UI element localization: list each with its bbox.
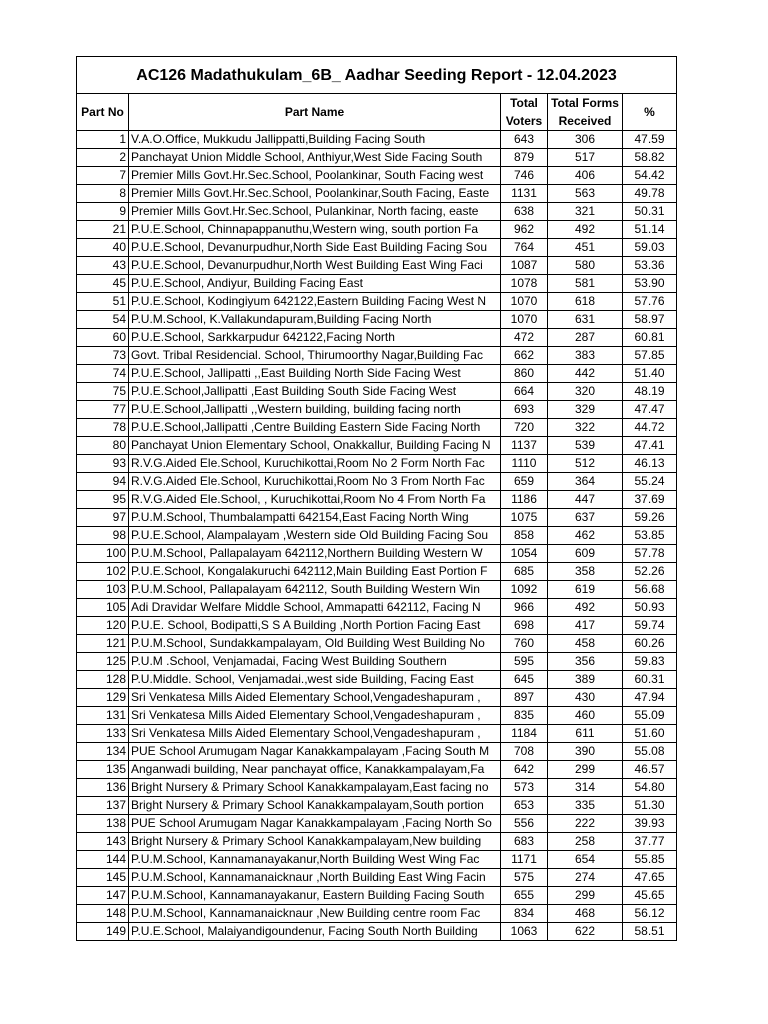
header-total-voters: Total Voters: [501, 94, 548, 131]
forms-received-cell: 580: [548, 257, 623, 275]
table-row: [77, 131, 677, 149]
part-name-cell: P.U.E.School, Sarkkarpudur 642122,Facing North: [129, 329, 501, 347]
percent-cell: 39.93: [623, 815, 677, 833]
total-voters-cell: 746: [501, 167, 548, 185]
forms-received-cell: 430: [548, 689, 623, 707]
part-name-cell: Bright Nursery & Primary School Kanakkampalayam,New building: [129, 833, 501, 851]
total-voters-cell: 1186: [501, 491, 548, 509]
table-row: [77, 473, 677, 491]
header-row: [77, 94, 677, 131]
percent-cell: 53.90: [623, 275, 677, 293]
part-no-cell: 1: [77, 131, 129, 149]
total-voters-cell: 764: [501, 239, 548, 257]
total-voters-cell: 698: [501, 617, 548, 635]
part-no-cell: 102: [77, 563, 129, 581]
forms-received-cell: 622: [548, 923, 623, 941]
part-no-cell: 98: [77, 527, 129, 545]
total-voters-cell: 708: [501, 743, 548, 761]
table-row: [77, 239, 677, 257]
part-no-cell: 9: [77, 203, 129, 221]
part-no-cell: 125: [77, 653, 129, 671]
part-no-cell: 120: [77, 617, 129, 635]
total-voters-cell: 662: [501, 347, 548, 365]
forms-received-cell: 492: [548, 221, 623, 239]
total-voters-cell: 1070: [501, 293, 548, 311]
table-row: [77, 545, 677, 563]
part-no-cell: 7: [77, 167, 129, 185]
report-title: AC126 Madathukulam_6B_ Aadhar Seeding Report - 12.04.2023: [77, 57, 677, 94]
part-name-cell: P.U.M.School, Sundakkampalayam, Old Building West Building No: [129, 635, 501, 653]
table-row: [77, 617, 677, 635]
table-row: [77, 797, 677, 815]
table-row: [77, 419, 677, 437]
forms-received-cell: 468: [548, 905, 623, 923]
percent-cell: 45.65: [623, 887, 677, 905]
table-row: [77, 203, 677, 221]
percent-cell: 59.26: [623, 509, 677, 527]
part-no-cell: 45: [77, 275, 129, 293]
table-row: [77, 887, 677, 905]
part-no-cell: 75: [77, 383, 129, 401]
percent-cell: 50.93: [623, 599, 677, 617]
percent-cell: 59.83: [623, 653, 677, 671]
forms-received-cell: 299: [548, 761, 623, 779]
part-name-cell: V.A.O.Office, Mukkudu Jallippatti,Building Facing South: [129, 131, 501, 149]
total-voters-cell: 962: [501, 221, 548, 239]
part-no-cell: 74: [77, 365, 129, 383]
percent-cell: 52.26: [623, 563, 677, 581]
total-voters-cell: 1110: [501, 455, 548, 473]
total-voters-cell: 1137: [501, 437, 548, 455]
forms-received-cell: 358: [548, 563, 623, 581]
percent-cell: 55.09: [623, 707, 677, 725]
forms-received-cell: 563: [548, 185, 623, 203]
table-row: [77, 257, 677, 275]
forms-received-cell: 442: [548, 365, 623, 383]
total-voters-cell: 1087: [501, 257, 548, 275]
percent-cell: 57.78: [623, 545, 677, 563]
part-name-cell: Anganwadi building, Near panchayat office, Kanakkampalayam,Fa: [129, 761, 501, 779]
table-row: [77, 923, 677, 941]
table-row: [77, 455, 677, 473]
forms-received-cell: 320: [548, 383, 623, 401]
total-voters-cell: 653: [501, 797, 548, 815]
part-name-cell: Premier Mills Govt.Hr.Sec.School, Poolankinar,South Facing, Easte: [129, 185, 501, 203]
table-row: [77, 401, 677, 419]
part-no-cell: 105: [77, 599, 129, 617]
percent-cell: 55.85: [623, 851, 677, 869]
part-no-cell: 131: [77, 707, 129, 725]
part-name-cell: Panchayat Union Middle School, Anthiyur,West Side Facing South: [129, 149, 501, 167]
total-voters-cell: 835: [501, 707, 548, 725]
table-row: [77, 743, 677, 761]
part-no-cell: 78: [77, 419, 129, 437]
table-row: [77, 347, 677, 365]
aadhar-seeding-table: [76, 56, 677, 941]
part-no-cell: 144: [77, 851, 129, 869]
part-name-cell: Sri Venkatesa Mills Aided Elementary School,Vengadeshapuram ,: [129, 725, 501, 743]
forms-received-cell: 299: [548, 887, 623, 905]
forms-received-cell: 417: [548, 617, 623, 635]
part-no-cell: 43: [77, 257, 129, 275]
header-percent: %: [623, 94, 677, 131]
table-row: [77, 527, 677, 545]
total-voters-cell: 642: [501, 761, 548, 779]
part-no-cell: 145: [77, 869, 129, 887]
percent-cell: 56.68: [623, 581, 677, 599]
percent-cell: 58.51: [623, 923, 677, 941]
total-voters-cell: 685: [501, 563, 548, 581]
header-part-no: Part No: [77, 94, 129, 131]
table-row: [77, 833, 677, 851]
part-name-cell: P.U.M.School, Kannamanaicknaur ,New Building centre room Fac: [129, 905, 501, 923]
percent-cell: 59.03: [623, 239, 677, 257]
part-name-cell: Panchayat Union Elementary School, Onakkallur, Building Facing N: [129, 437, 501, 455]
part-name-cell: P.U.M.School, Pallapalayam 642112, South Building Western Win: [129, 581, 501, 599]
part-no-cell: 143: [77, 833, 129, 851]
part-no-cell: 100: [77, 545, 129, 563]
table-row: [77, 653, 677, 671]
forms-received-cell: 390: [548, 743, 623, 761]
forms-received-cell: 306: [548, 131, 623, 149]
table-body: [77, 131, 677, 941]
part-name-cell: P.U.E.School,Jallipatti ,East Building South Side Facing West: [129, 383, 501, 401]
total-voters-cell: 720: [501, 419, 548, 437]
forms-received-cell: 460: [548, 707, 623, 725]
total-voters-cell: 834: [501, 905, 548, 923]
table-row: [77, 509, 677, 527]
table-row: [77, 365, 677, 383]
forms-received-cell: 329: [548, 401, 623, 419]
total-voters-cell: 1092: [501, 581, 548, 599]
part-name-cell: Bright Nursery & Primary School Kanakkampalayam,South portion: [129, 797, 501, 815]
percent-cell: 44.72: [623, 419, 677, 437]
part-no-cell: 134: [77, 743, 129, 761]
percent-cell: 60.31: [623, 671, 677, 689]
table-row: [77, 149, 677, 167]
total-voters-cell: 760: [501, 635, 548, 653]
total-voters-cell: 1078: [501, 275, 548, 293]
part-name-cell: P.U.M.School, Kannamanaicknaur ,North Building East Wing Facin: [129, 869, 501, 887]
table-row: [77, 221, 677, 239]
table-row: [77, 185, 677, 203]
forms-received-cell: 222: [548, 815, 623, 833]
part-no-cell: 121: [77, 635, 129, 653]
total-voters-cell: 1171: [501, 851, 548, 869]
forms-received-cell: 322: [548, 419, 623, 437]
forms-received-cell: 335: [548, 797, 623, 815]
forms-received-cell: 512: [548, 455, 623, 473]
table-row: [77, 671, 677, 689]
total-voters-cell: 879: [501, 149, 548, 167]
table-row: [77, 635, 677, 653]
table-row: [77, 167, 677, 185]
table-row: [77, 851, 677, 869]
percent-cell: 55.24: [623, 473, 677, 491]
total-voters-cell: 655: [501, 887, 548, 905]
forms-received-cell: 492: [548, 599, 623, 617]
part-name-cell: P.U.E.School, Malaiyandigoundenur, Facing South North Building: [129, 923, 501, 941]
part-name-cell: P.U.M.School, Kannamanayakanur, Eastern Building Facing South: [129, 887, 501, 905]
part-name-cell: P.U.M .School, Venjamadai, Facing West Building Southern: [129, 653, 501, 671]
forms-received-cell: 287: [548, 329, 623, 347]
part-no-cell: 80: [77, 437, 129, 455]
part-name-cell: P.U.E.School,Jallipatti ,Centre Building Eastern Side Facing North: [129, 419, 501, 437]
forms-received-cell: 447: [548, 491, 623, 509]
percent-cell: 59.74: [623, 617, 677, 635]
part-no-cell: 147: [77, 887, 129, 905]
percent-cell: 51.14: [623, 221, 677, 239]
part-name-cell: P.U.M.School, Pallapalayam 642112,Northern Building Western W: [129, 545, 501, 563]
part-name-cell: P.U.M.School, Kannamanayakanur,North Building West Wing Fac: [129, 851, 501, 869]
header-forms-received: Total Forms Received: [548, 94, 623, 131]
part-name-cell: P.U.E.School, Alampalayam ,Western side Old Building Facing Sou: [129, 527, 501, 545]
forms-received-cell: 581: [548, 275, 623, 293]
total-voters-cell: 966: [501, 599, 548, 617]
forms-received-cell: 406: [548, 167, 623, 185]
total-voters-cell: 645: [501, 671, 548, 689]
part-no-cell: 133: [77, 725, 129, 743]
percent-cell: 51.40: [623, 365, 677, 383]
part-no-cell: 51: [77, 293, 129, 311]
forms-received-cell: 321: [548, 203, 623, 221]
table-row: [77, 869, 677, 887]
part-name-cell: Sri Venkatesa Mills Aided Elementary School,Vengadeshapuram ,: [129, 707, 501, 725]
table-row: [77, 761, 677, 779]
part-name-cell: P.U.E.School,Jallipatti ,,Western building, building facing north: [129, 401, 501, 419]
part-name-cell: P.U.E.School, Devanurpudhur,North West Building East Wing Faci: [129, 257, 501, 275]
part-name-cell: Adi Dravidar Welfare Middle School, Ammapatti 642112, Facing N: [129, 599, 501, 617]
percent-cell: 56.12: [623, 905, 677, 923]
part-name-cell: P.U.E.School, Andiyur, Building Facing East: [129, 275, 501, 293]
table-row: [77, 581, 677, 599]
part-name-cell: Govt. Tribal Residencial. School, Thirumoorthy Nagar,Building Fac: [129, 347, 501, 365]
percent-cell: 55.08: [623, 743, 677, 761]
part-no-cell: 97: [77, 509, 129, 527]
percent-cell: 51.30: [623, 797, 677, 815]
total-voters-cell: 1054: [501, 545, 548, 563]
forms-received-cell: 631: [548, 311, 623, 329]
part-no-cell: 40: [77, 239, 129, 257]
forms-received-cell: 462: [548, 527, 623, 545]
forms-received-cell: 274: [548, 869, 623, 887]
table-row: [77, 491, 677, 509]
forms-received-cell: 258: [548, 833, 623, 851]
part-no-cell: 77: [77, 401, 129, 419]
forms-received-cell: 458: [548, 635, 623, 653]
table-row: [77, 779, 677, 797]
percent-cell: 53.85: [623, 527, 677, 545]
part-name-cell: Sri Venkatesa Mills Aided Elementary School,Vengadeshapuram ,: [129, 689, 501, 707]
forms-received-cell: 389: [548, 671, 623, 689]
part-name-cell: Bright Nursery & Primary School Kanakkampalayam,East facing no: [129, 779, 501, 797]
part-no-cell: 60: [77, 329, 129, 347]
total-voters-cell: 683: [501, 833, 548, 851]
table-row: [77, 563, 677, 581]
part-no-cell: 137: [77, 797, 129, 815]
percent-cell: 49.78: [623, 185, 677, 203]
forms-received-cell: 611: [548, 725, 623, 743]
part-name-cell: P.U.E.School, Chinnapappanuthu,Western wing, south portion Fa: [129, 221, 501, 239]
table-row: [77, 599, 677, 617]
total-voters-cell: 659: [501, 473, 548, 491]
table-row: [77, 689, 677, 707]
percent-cell: 60.81: [623, 329, 677, 347]
percent-cell: 51.60: [623, 725, 677, 743]
part-no-cell: 135: [77, 761, 129, 779]
part-name-cell: P.U.E. School, Bodipatti,S S A Building ,North Portion Facing East: [129, 617, 501, 635]
percent-cell: 46.57: [623, 761, 677, 779]
forms-received-cell: 654: [548, 851, 623, 869]
forms-received-cell: 314: [548, 779, 623, 797]
table-row: [77, 311, 677, 329]
total-voters-cell: 664: [501, 383, 548, 401]
part-no-cell: 136: [77, 779, 129, 797]
part-name-cell: P.U.Middle. School, Venjamadai.,west side Building, Facing East: [129, 671, 501, 689]
part-no-cell: 93: [77, 455, 129, 473]
forms-received-cell: 609: [548, 545, 623, 563]
forms-received-cell: 637: [548, 509, 623, 527]
part-name-cell: PUE School Arumugam Nagar Kanakkampalayam ,Facing South M: [129, 743, 501, 761]
total-voters-cell: 1184: [501, 725, 548, 743]
forms-received-cell: 517: [548, 149, 623, 167]
part-no-cell: 94: [77, 473, 129, 491]
part-no-cell: 73: [77, 347, 129, 365]
part-name-cell: Premier Mills Govt.Hr.Sec.School, Poolankinar, South Facing west: [129, 167, 501, 185]
total-voters-cell: 472: [501, 329, 548, 347]
table-row: [77, 293, 677, 311]
percent-cell: 47.94: [623, 689, 677, 707]
total-voters-cell: 575: [501, 869, 548, 887]
part-no-cell: 129: [77, 689, 129, 707]
part-no-cell: 21: [77, 221, 129, 239]
part-name-cell: P.U.E.School, Jallipatti ,,East Building North Side Facing West: [129, 365, 501, 383]
forms-received-cell: 364: [548, 473, 623, 491]
total-voters-cell: 1070: [501, 311, 548, 329]
percent-cell: 58.97: [623, 311, 677, 329]
percent-cell: 54.42: [623, 167, 677, 185]
forms-received-cell: 451: [548, 239, 623, 257]
total-voters-cell: 1063: [501, 923, 548, 941]
forms-received-cell: 383: [548, 347, 623, 365]
total-voters-cell: 556: [501, 815, 548, 833]
forms-received-cell: 618: [548, 293, 623, 311]
part-no-cell: 149: [77, 923, 129, 941]
part-no-cell: 8: [77, 185, 129, 203]
percent-cell: 53.36: [623, 257, 677, 275]
part-name-cell: P.U.E.School, Devanurpudhur,North Side East Building Facing Sou: [129, 239, 501, 257]
table-row: [77, 725, 677, 743]
forms-received-cell: 356: [548, 653, 623, 671]
table-row: [77, 329, 677, 347]
part-no-cell: 95: [77, 491, 129, 509]
percent-cell: 47.59: [623, 131, 677, 149]
total-voters-cell: 595: [501, 653, 548, 671]
percent-cell: 57.85: [623, 347, 677, 365]
part-no-cell: 103: [77, 581, 129, 599]
part-name-cell: P.U.M.School, Thumbalampatti 642154,East Facing North Wing: [129, 509, 501, 527]
total-voters-cell: 643: [501, 131, 548, 149]
percent-cell: 47.47: [623, 401, 677, 419]
total-voters-cell: 1131: [501, 185, 548, 203]
percent-cell: 54.80: [623, 779, 677, 797]
total-voters-cell: 1075: [501, 509, 548, 527]
part-no-cell: 148: [77, 905, 129, 923]
forms-received-cell: 619: [548, 581, 623, 599]
part-name-cell: Premier Mills Govt.Hr.Sec.School, Pulankinar, North facing, easte: [129, 203, 501, 221]
percent-cell: 37.77: [623, 833, 677, 851]
percent-cell: 60.26: [623, 635, 677, 653]
percent-cell: 47.65: [623, 869, 677, 887]
part-name-cell: P.U.E.School, Kongalakuruchi 642112,Main Building East Portion F: [129, 563, 501, 581]
total-voters-cell: 858: [501, 527, 548, 545]
table-row: [77, 437, 677, 455]
part-name-cell: PUE School Arumugam Nagar Kanakkampalayam ,Facing North So: [129, 815, 501, 833]
part-no-cell: 128: [77, 671, 129, 689]
percent-cell: 37.69: [623, 491, 677, 509]
table-row: [77, 383, 677, 401]
part-no-cell: 2: [77, 149, 129, 167]
part-no-cell: 138: [77, 815, 129, 833]
total-voters-cell: 860: [501, 365, 548, 383]
table-row: [77, 905, 677, 923]
part-no-cell: 54: [77, 311, 129, 329]
percent-cell: 48.19: [623, 383, 677, 401]
header-part-name: Part Name: [129, 94, 501, 131]
percent-cell: 50.31: [623, 203, 677, 221]
table-row: [77, 707, 677, 725]
percent-cell: 57.76: [623, 293, 677, 311]
part-name-cell: R.V.G.Aided Ele.School, Kuruchikottai,Room No 3 From North Fac: [129, 473, 501, 491]
total-voters-cell: 573: [501, 779, 548, 797]
table-row: [77, 275, 677, 293]
part-name-cell: R.V.G.Aided Ele.School, Kuruchikottai,Room No 2 Form North Fac: [129, 455, 501, 473]
part-name-cell: P.U.M.School, K.Vallakundapuram,Building Facing North: [129, 311, 501, 329]
percent-cell: 58.82: [623, 149, 677, 167]
total-voters-cell: 693: [501, 401, 548, 419]
total-voters-cell: 638: [501, 203, 548, 221]
forms-received-cell: 539: [548, 437, 623, 455]
percent-cell: 47.41: [623, 437, 677, 455]
part-name-cell: P.U.E.School, Kodingiyum 642122,Eastern Building Facing West N: [129, 293, 501, 311]
percent-cell: 46.13: [623, 455, 677, 473]
table-row: [77, 815, 677, 833]
part-name-cell: R.V.G.Aided Ele.School, , Kuruchikottai,Room No 4 From North Fa: [129, 491, 501, 509]
total-voters-cell: 897: [501, 689, 548, 707]
